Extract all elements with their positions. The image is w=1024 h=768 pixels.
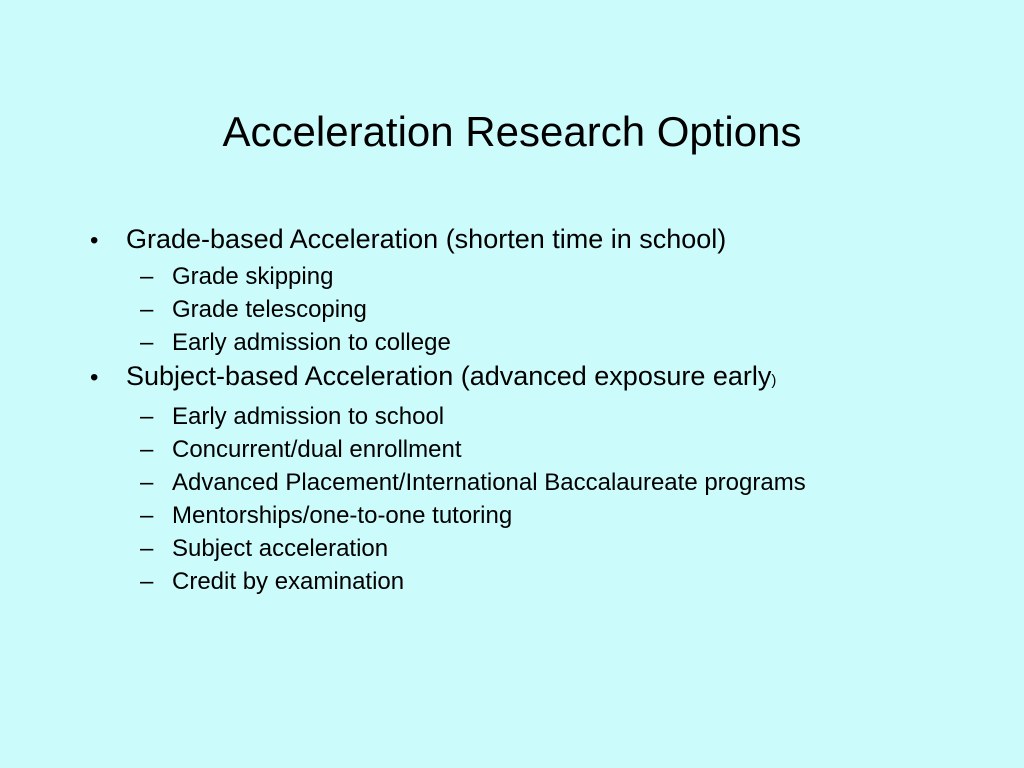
bullet-marker: • <box>90 227 99 254</box>
bullet-text-main: Subject-based Acceleration (advanced exposure early <box>126 361 772 391</box>
sub-bullet-item <box>0 293 1024 326</box>
bullet-text <box>126 359 776 398</box>
dash-marker: – <box>140 296 154 323</box>
sub-bullet-item <box>0 565 1024 598</box>
sub-bullet-text: Subject acceleration <box>172 535 389 562</box>
dash-marker: – <box>140 263 154 290</box>
sub-bullet-item <box>0 532 1024 565</box>
dash-marker: – <box>140 568 154 595</box>
sub-bullet-item <box>0 433 1024 466</box>
dash-marker: – <box>140 403 154 430</box>
dash-marker: – <box>140 436 154 463</box>
sub-bullet-text: Credit by examination <box>172 568 405 595</box>
sub-bullet-text: Grade skipping <box>172 263 334 290</box>
dash-marker: – <box>140 535 154 562</box>
sub-bullet-text: Early admission to college <box>172 329 451 356</box>
sub-bullet-text: Early admission to school <box>172 403 445 430</box>
sub-bullet-item <box>0 260 1024 293</box>
sub-bullet-text: Mentorships/one-to-one tutoring <box>172 502 513 529</box>
bullet-item <box>0 359 1024 398</box>
sub-bullet-text: Advanced Placement/International Baccalaureate programs <box>172 469 806 496</box>
bullet-text-small-paren: ) <box>771 372 777 389</box>
bullet-text: Grade-based Acceleration (shorten time in school) <box>126 224 727 254</box>
sub-bullet-item <box>0 499 1024 532</box>
sub-bullet-text: Concurrent/dual enrollment <box>172 436 462 463</box>
dash-marker: – <box>140 502 154 529</box>
bullet-item <box>0 222 1024 258</box>
dash-marker: – <box>140 329 154 356</box>
dash-marker: – <box>140 469 154 496</box>
slide-body <box>0 222 1024 598</box>
sub-bullet-item <box>0 400 1024 433</box>
slide-title: Acceleration Research Options <box>222 108 802 155</box>
sub-bullet-item <box>0 466 1024 499</box>
bullet-marker: • <box>90 364 99 391</box>
sub-bullet-item <box>0 326 1024 359</box>
sub-bullet-text: Grade telescoping <box>172 296 367 323</box>
